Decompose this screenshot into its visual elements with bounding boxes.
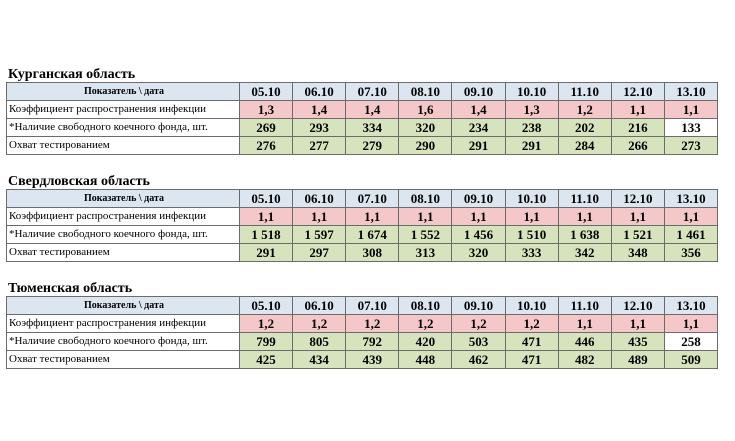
value-cell: 1,2 [558,101,611,119]
beds-row [7,226,718,244]
row-label: *Наличие свободного коечного фонда, шт. [7,119,240,137]
value-cell: 234 [452,119,505,137]
value-cell: 471 [505,351,558,369]
value-cell: 471 [505,333,558,351]
value-cell: 277 [293,137,346,155]
value-cell: 334 [346,119,399,137]
date-cell: 07.10 [346,190,399,208]
date-cell: 10.10 [505,83,558,101]
header-label: Показатель \ дата [7,83,240,101]
date-cell: 12.10 [611,297,664,315]
test-row [7,244,718,262]
row-label: Охват тестированием [7,351,240,369]
coef-row [7,208,718,226]
value-cell: 805 [293,333,346,351]
value-cell: 291 [452,137,505,155]
value-cell: 238 [505,119,558,137]
value-cell: 462 [452,351,505,369]
value-cell: 1 456 [452,226,505,244]
value-cell: 1,1 [558,315,611,333]
value-cell: 1,1 [399,208,452,226]
value-cell: 1,3 [505,101,558,119]
value-cell: 439 [346,351,399,369]
value-cell: 320 [452,244,505,262]
value-cell: 448 [399,351,452,369]
date-cell: 11.10 [558,83,611,101]
value-cell: 482 [558,351,611,369]
date-cell: 08.10 [399,83,452,101]
value-cell: 1,1 [664,315,717,333]
value-cell: 1 461 [664,226,717,244]
date-cell: 11.10 [558,190,611,208]
value-cell: 279 [346,137,399,155]
beds-row [7,333,718,351]
value-cell: 1,3 [240,101,293,119]
header-row [7,190,718,208]
value-cell: 1,2 [240,315,293,333]
value-cell: 1 552 [399,226,452,244]
value-cell: 489 [611,351,664,369]
value-cell: 799 [240,333,293,351]
value-cell: 1,1 [611,101,664,119]
date-cell: 06.10 [293,190,346,208]
value-cell: 313 [399,244,452,262]
date-cell: 08.10 [399,190,452,208]
value-cell: 1,2 [399,315,452,333]
region-title: Свердловская область [8,174,150,189]
date-cell: 10.10 [505,190,558,208]
date-cell: 12.10 [611,190,664,208]
value-cell: 503 [452,333,505,351]
value-cell: 1,4 [346,101,399,119]
date-cell: 09.10 [452,297,505,315]
date-cell: 07.10 [346,297,399,315]
date-cell: 13.10 [664,297,717,315]
value-cell: 1,1 [611,208,664,226]
date-cell: 05.10 [240,190,293,208]
indicator-table [6,296,718,369]
value-cell: 792 [346,333,399,351]
value-cell: 342 [558,244,611,262]
row-label: *Наличие свободного коечного фонда, шт. [7,226,240,244]
coef-row [7,315,718,333]
value-cell: 1 518 [240,226,293,244]
value-cell: 1,1 [611,315,664,333]
value-cell: 1 521 [611,226,664,244]
value-cell: 509 [664,351,717,369]
test-row [7,137,718,155]
date-cell: 12.10 [611,83,664,101]
value-cell: 1,4 [452,101,505,119]
date-cell: 13.10 [664,190,717,208]
date-cell: 13.10 [664,83,717,101]
header-label: Показатель \ дата [7,297,240,315]
value-cell: 1,1 [558,208,611,226]
value-cell: 276 [240,137,293,155]
value-cell: 258 [664,333,717,351]
date-cell: 05.10 [240,297,293,315]
indicator-table [6,82,718,155]
row-label: Коэффициент распространения инфекции [7,101,240,119]
value-cell: 216 [611,119,664,137]
date-cell: 10.10 [505,297,558,315]
date-cell: 06.10 [293,297,346,315]
value-cell: 284 [558,137,611,155]
value-cell: 320 [399,119,452,137]
value-cell: 434 [293,351,346,369]
row-label: Охват тестированием [7,137,240,155]
value-cell: 133 [664,119,717,137]
value-cell: 1 597 [293,226,346,244]
row-label: Коэффициент распространения инфекции [7,315,240,333]
value-cell: 291 [505,137,558,155]
value-cell: 425 [240,351,293,369]
region-block [6,67,718,155]
date-cell: 08.10 [399,297,452,315]
row-label: *Наличие свободного коечного фонда, шт. [7,333,240,351]
row-label: Охват тестированием [7,244,240,262]
value-cell: 1 638 [558,226,611,244]
region-block [6,174,718,262]
region-title: Курганская область [8,67,136,82]
value-cell: 1,1 [346,208,399,226]
region-block [6,281,718,369]
date-cell: 09.10 [452,190,505,208]
value-cell: 446 [558,333,611,351]
value-cell: 1,1 [505,208,558,226]
value-cell: 333 [505,244,558,262]
value-cell: 1,1 [664,101,717,119]
date-cell: 05.10 [240,83,293,101]
value-cell: 1 510 [505,226,558,244]
value-cell: 1,1 [240,208,293,226]
date-cell: 06.10 [293,83,346,101]
header-label: Показатель \ дата [7,190,240,208]
value-cell: 290 [399,137,452,155]
value-cell: 1,1 [452,208,505,226]
value-cell: 1,2 [452,315,505,333]
coef-row [7,101,718,119]
date-cell: 09.10 [452,83,505,101]
value-cell: 348 [611,244,664,262]
value-cell: 1,2 [346,315,399,333]
value-cell: 202 [558,119,611,137]
value-cell: 291 [240,244,293,262]
value-cell: 420 [399,333,452,351]
header-row [7,297,718,315]
value-cell: 297 [293,244,346,262]
value-cell: 273 [664,137,717,155]
value-cell: 293 [293,119,346,137]
beds-row [7,119,718,137]
value-cell: 435 [611,333,664,351]
value-cell: 269 [240,119,293,137]
value-cell: 1,2 [293,315,346,333]
header-row [7,83,718,101]
value-cell: 1,2 [505,315,558,333]
value-cell: 356 [664,244,717,262]
region-title: Тюменская область [8,281,133,296]
date-cell: 07.10 [346,83,399,101]
value-cell: 1,1 [293,208,346,226]
value-cell: 1,4 [293,101,346,119]
date-cell: 11.10 [558,297,611,315]
value-cell: 266 [611,137,664,155]
test-row [7,351,718,369]
row-label: Коэффициент распространения инфекции [7,208,240,226]
value-cell: 308 [346,244,399,262]
value-cell: 1,1 [664,208,717,226]
value-cell: 1,6 [399,101,452,119]
indicator-table [6,189,718,262]
value-cell: 1 674 [346,226,399,244]
